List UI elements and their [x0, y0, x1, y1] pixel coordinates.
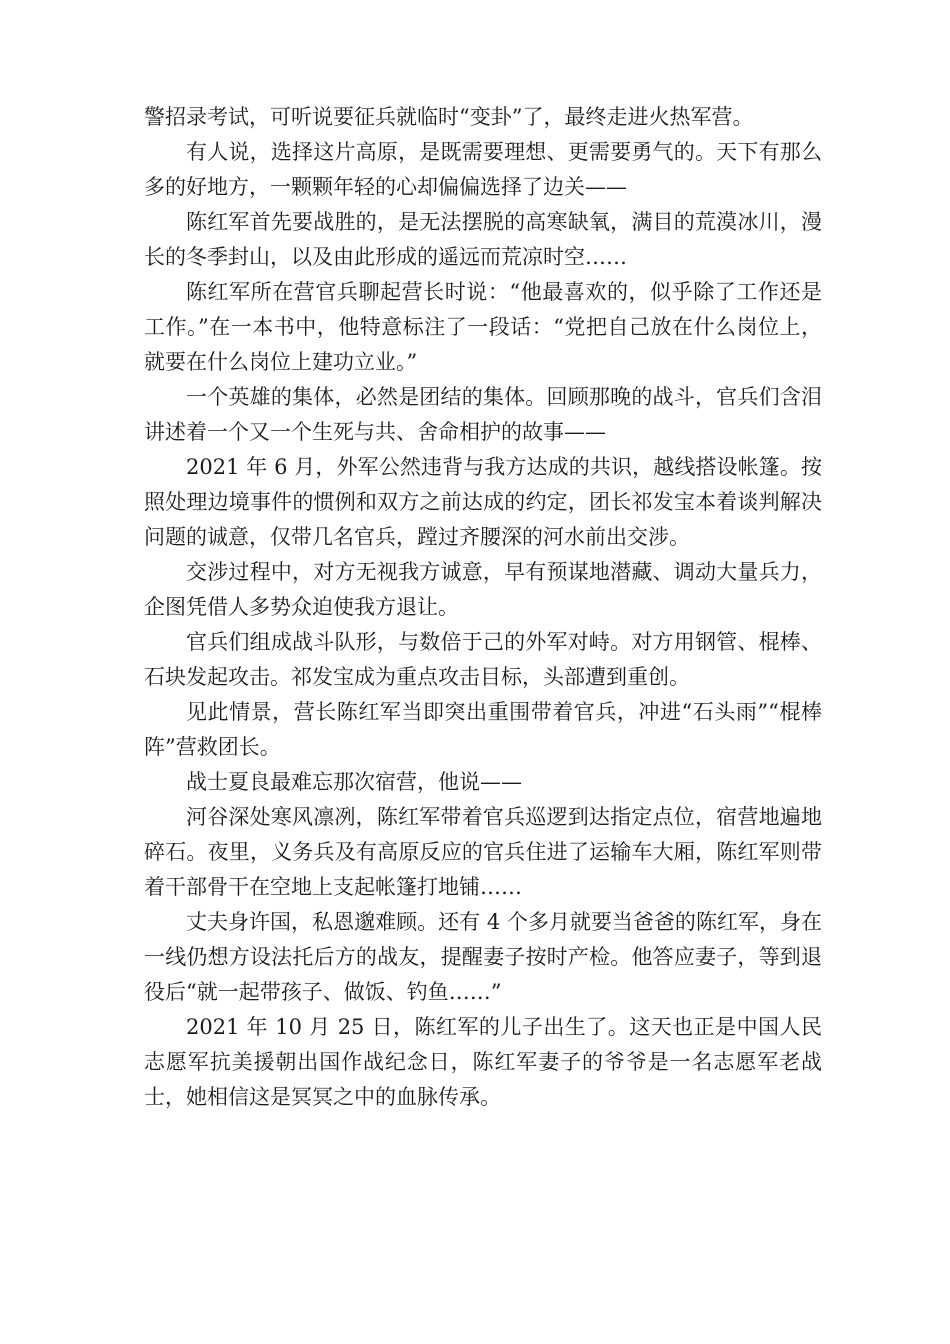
paragraph: 一个英雄的集体，必然是团结的集体。回顾那晚的战斗，官兵们含泪讲述着一个又一个生死与共、舍命相护的故事——: [144, 385, 822, 444]
paragraph: 交涉过程中，对方无视我方诚意，早有预谋地潜藏、调动大量兵力，企图凭借人多势众迫使我方退让。: [144, 560, 822, 619]
paragraph: 有人说，选择这片高原，是既需要理想、更需要勇气的。天下有那么多的好地方，一颗颗年轻的心却偏偏选择了边关——: [144, 140, 822, 199]
paragraph: 陈红军所在营官兵聊起营长时说：“他最喜欢的，似乎除了工作还是工作。”在一本书中，他特意标注了一段话：“党把自己放在什么岗位上，就要在什么岗位上建功立业。”: [144, 280, 822, 374]
paragraph: 官兵们组成战斗队形，与数倍于己的外军对峙。对方用钢管、棍棒、石块发起攻击。祁发宝成为重点攻击目标，头部遭到重创。: [144, 630, 822, 689]
paragraph-continued: 警招录考试，可听说要征兵就临时“变卦”了，最终走进火热军营。: [144, 105, 754, 129]
paragraph: 丈夫身许国，私恩邈难顾。还有 4 个多月就要当爸爸的陈红军，身在一线仍想方设法托后方的战友，提醒妻子按时产检。他答应妻子，等到退役后“就一起带孩子、做饭、钓鱼……”: [144, 910, 822, 1004]
paragraph: 2021 年 10 月 25 日，陈红军的儿子出生了。这天也正是中国人民志愿军抗美援朝出国作战纪念日，陈红军妻子的爷爷是一名志愿军老战士，她相信这是冥冥之中的血脉传承。: [144, 1015, 822, 1109]
paragraph: 2021 年 6 月，外军公然违背与我方达成的共识，越线搭设帐篷。按照处理边境事件的惯例和双方之前达成的约定，团长祁发宝本着谈判解决问题的诚意，仅带几名官兵，蹚过齐腰深的河水前出交涉。: [144, 455, 822, 549]
paragraph: 战士夏良最难忘那次宿营，他说——: [186, 770, 522, 794]
article-body: [144, 100, 822, 1115]
paragraph: 陈红军首先要战胜的，是无法摆脱的高寒缺氧，满目的荒漠冰川，漫长的冬季封山，以及由此形成的遥远而荒凉时空……: [144, 210, 822, 269]
paragraph: 河谷深处寒风凛冽，陈红军带着官兵巡逻到达指定点位，宿营地遍地碎石。夜里，义务兵及有高原反应的官兵住进了运输车大厢，陈红军则带着干部骨干在空地上支起帐篷打地铺……: [144, 805, 822, 899]
paragraph: 见此情景，营长陈红军当即突出重围带着官兵，冲进“石头雨”“棍棒阵”营救团长。: [144, 700, 822, 759]
